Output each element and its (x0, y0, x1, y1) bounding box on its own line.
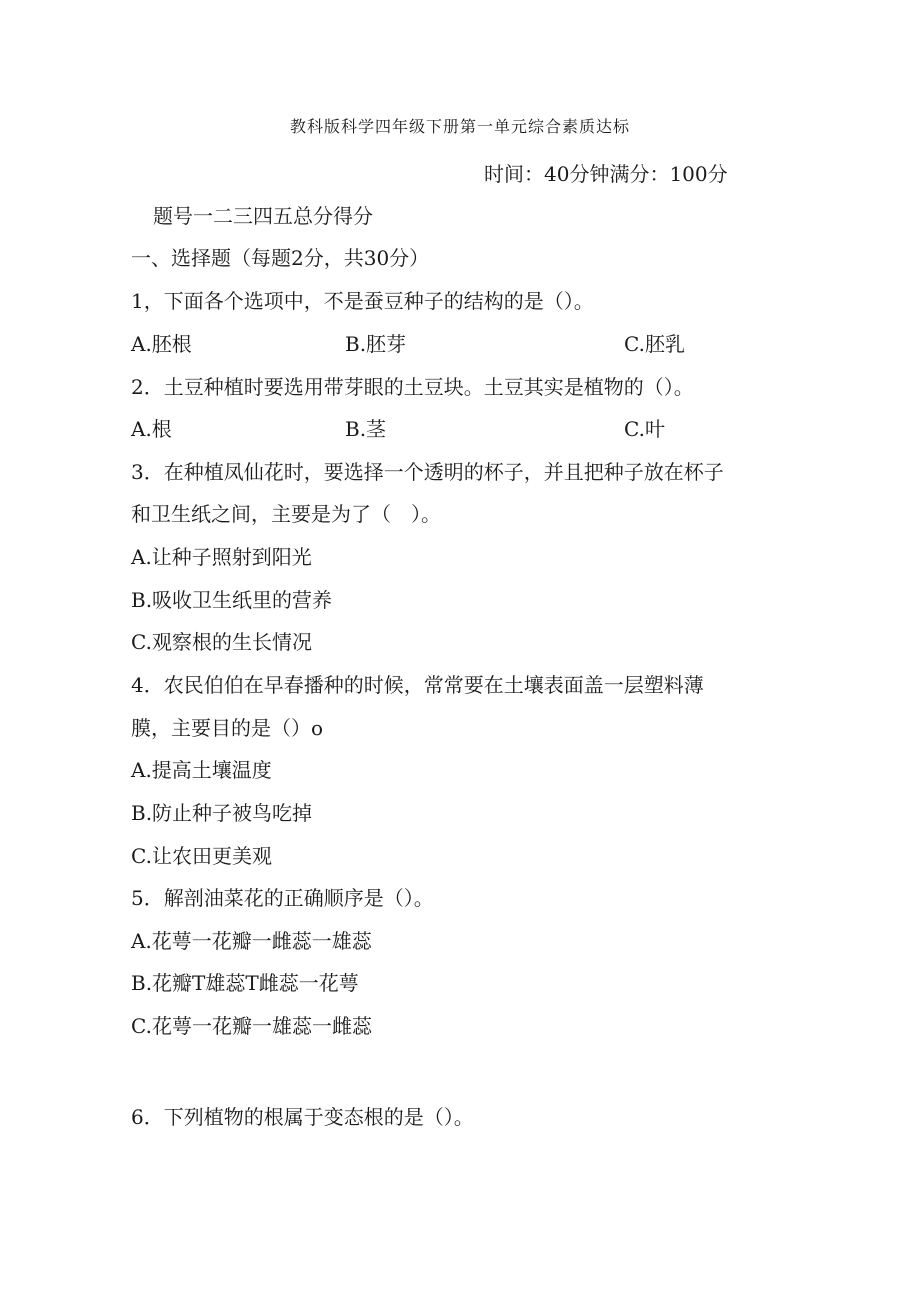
question-6-stem: 6．下列植物的根属于变态根的是（）。 (131, 1105, 474, 1129)
question-5-option-c: C.花萼一花瓣一雄蕊一雌蕊 (131, 1014, 372, 1038)
question-1-option-b: B.胚芽 (345, 332, 407, 356)
question-4-stem-line-2: 膜，主要目的是（）o (131, 716, 324, 740)
question-4-option-b: B.防止种子被鸟吃掉 (131, 801, 313, 825)
question-3-option-a: A.让种子照射到阳光 (131, 545, 312, 569)
question-2-option-c: C.叶 (624, 417, 665, 441)
question-2-option-a: A.根 (131, 417, 172, 441)
question-2-option-b: B.茎 (345, 417, 387, 441)
score-table-header: 题号一二三四五总分得分 (153, 204, 373, 228)
question-3-stem-line-2: 和卫生纸之间，主要是为了（ ）。 (131, 502, 441, 526)
question-5-option-a: A.花萼一花瓣一雌蕊一雄蕊 (131, 929, 372, 953)
section-heading: 一、选择题（每题2分，共30分） (131, 246, 430, 270)
document-title: 教科版科学四年级下册第一单元综合素质达标 (289, 117, 630, 136)
question-4-option-a: A.提高土壤温度 (131, 758, 272, 782)
question-4-stem-line-1: 4．农民伯伯在早春播种的时候，常常要在土壤表面盖一层塑料薄 (131, 673, 704, 697)
question-1-stem: 1，下面各个选项中，不是蚕豆种子的结构的是（）。 (131, 289, 594, 313)
question-3-option-b: B.吸收卫生纸里的营养 (131, 588, 333, 612)
question-3-stem-line-1: 3．在种植凤仙花时，要选择一个透明的杯子，并且把种子放在杯子 (131, 460, 724, 484)
question-1-option-a: A.胚根 (131, 332, 192, 356)
question-5-option-b: B.花瓣T雄蕊T雌蕊一花萼 (131, 971, 359, 995)
question-3-option-c: C.观察根的生长情况 (131, 630, 312, 654)
question-2-stem: 2．土豆种植时要选用带芽眼的土豆块。土豆其实是植物的（）。 (131, 375, 694, 399)
question-1-option-c: C.胚乳 (624, 332, 685, 356)
exam-time-and-score: 时间：40分钟满分：100分 (484, 162, 728, 186)
question-4-option-c: C.让农田更美观 (131, 844, 272, 868)
question-5-stem: 5．解剖油菜花的正确顺序是（）。 (131, 886, 434, 910)
